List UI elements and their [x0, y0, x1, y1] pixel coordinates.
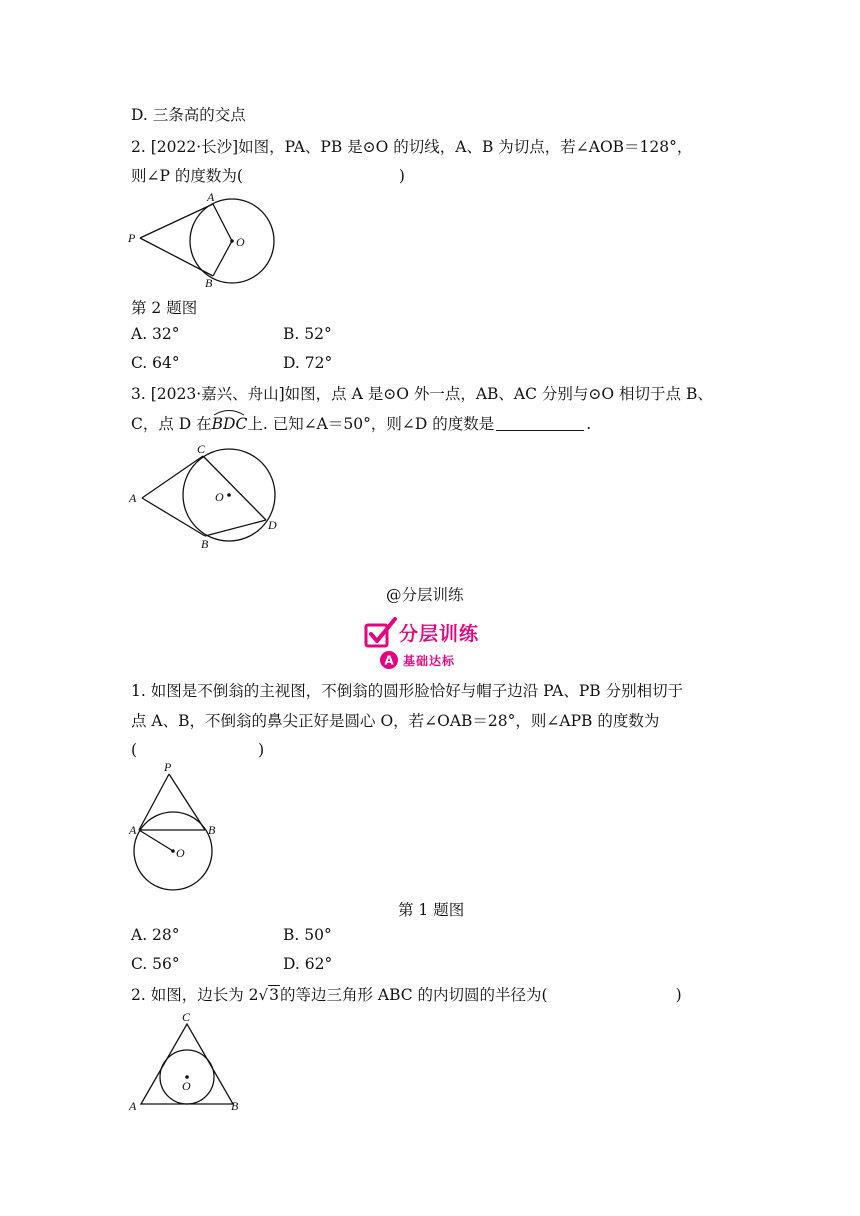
chord-cd [203, 456, 266, 520]
figure-p1 [125, 760, 235, 892]
label-o: O [236, 235, 245, 249]
label-a: A [207, 190, 215, 204]
question-2-line-2: 则∠P 的度数为( ) [131, 167, 405, 185]
tangent-pb [169, 774, 205, 830]
label-c: C [197, 442, 206, 456]
q2-option-c: C. 64° [131, 354, 180, 372]
question-2-line-1: 2. [2022·长沙]如图，PA、PB 是⊙O 的切线，A、B 为切点，若∠AOB＝128°， [131, 138, 693, 156]
label-d: D [268, 518, 277, 532]
label-a: A [129, 823, 137, 837]
option-d-previous: D. 三条高的交点 [131, 106, 246, 124]
figure-q3 [125, 440, 285, 555]
center-dot [227, 493, 231, 497]
q2-option-b: B. 52° [283, 325, 332, 343]
level-a-badge-icon [379, 650, 399, 670]
section-title: @分层训练 [386, 586, 464, 604]
label-b: B [208, 823, 216, 837]
sqrt-radicand: 3 [269, 986, 279, 1004]
p1-option-a: A. 28° [131, 926, 180, 944]
label-p: P [164, 760, 172, 774]
label-o: O [176, 846, 185, 860]
answer-blank[interactable] [496, 416, 584, 431]
arc-bdc: BDC [212, 414, 248, 434]
tangent-ab [142, 498, 205, 536]
label-b: B [201, 537, 209, 551]
tangent-pa [139, 774, 169, 830]
label-a: A [129, 491, 137, 505]
figure-q2 [125, 190, 285, 290]
center-dot [171, 849, 175, 853]
tangent-pa [140, 204, 213, 238]
label-o: O [215, 490, 224, 504]
chord-bd [205, 520, 266, 536]
p1-option-c: C. 56° [131, 955, 180, 973]
label-b: B [231, 1099, 239, 1113]
question-3-line-1: 3. [2023·嘉兴、舟山]如图，点 A 是⊙O 外一点，AB、AC 分别与⊙O 相切于点 B、 [131, 385, 713, 403]
p1-option-d: D. 62° [283, 955, 333, 973]
question-3-line-2: C，点 D 在 BDC上. 已知∠A＝50°，则∠D 的度数是 . [131, 414, 591, 434]
logo-title: 分层训练 [399, 623, 480, 645]
label-b: B [205, 276, 213, 290]
p1-option-b: B. 50° [283, 926, 332, 944]
tangent-ac [142, 456, 203, 498]
label-o: O [182, 1079, 191, 1093]
section-logo [363, 617, 503, 673]
radius-oa [139, 830, 173, 851]
practice-1-line-2: 点 A、B，不倒翁的鼻尖正好是圆心 O，若∠OAB＝28°，则∠APB 的度数为 [131, 712, 660, 730]
tangent-pb [140, 238, 213, 276]
q2-figure-caption: 第 2 题图 [131, 299, 198, 317]
q2-option-a: A. 32° [131, 325, 180, 343]
sqrt-symbol: √ [258, 986, 269, 1004]
label-c: C [182, 1010, 191, 1024]
center-dot [230, 239, 234, 243]
label-a: A [129, 1099, 137, 1113]
logo-subtitle: 基础达标 [403, 654, 456, 668]
figure-p2 [125, 1008, 255, 1116]
radius-oa [213, 204, 232, 241]
practice-1-line-1: 1. 如图是不倒翁的主视图，不倒翁的圆形脸恰好与帽子边沿 PA、PB 分别相切于 [131, 682, 684, 700]
q2-option-d: D. 72° [283, 354, 333, 372]
svg-text:A: A [384, 653, 394, 668]
label-p: P [128, 231, 136, 245]
practice-2-line-1: 2. 如图，边长为 2√3的等边三角形 ABC 的内切圆的半径为( ) [131, 986, 682, 1004]
practice-1-line-3: ( ) [131, 741, 265, 759]
checkbox-icon [363, 617, 399, 651]
p1-figure-caption: 第 1 题图 [398, 901, 465, 919]
radius-ob [213, 241, 232, 276]
